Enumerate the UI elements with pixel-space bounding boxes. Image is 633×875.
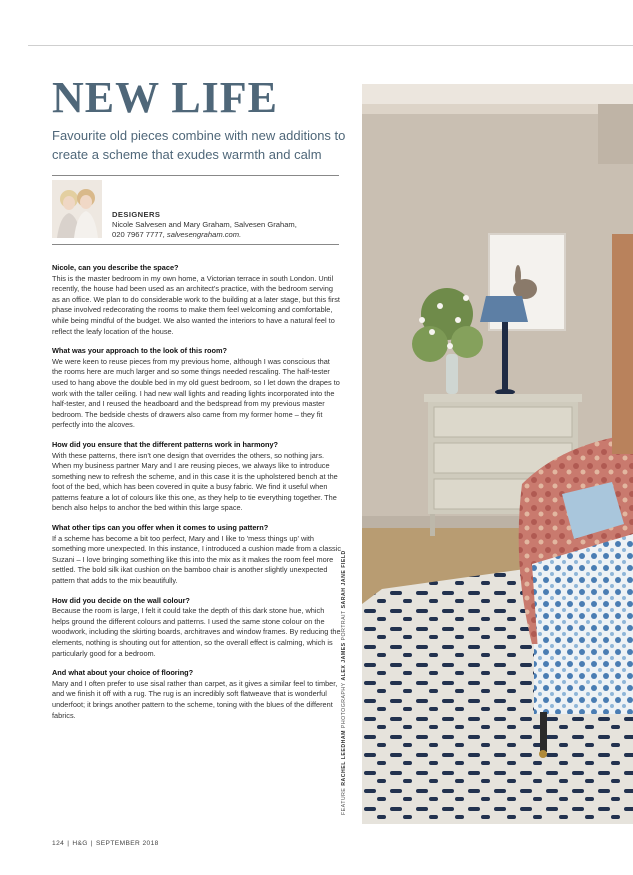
answer: If a scheme has become a bit too perfect, Mary and I like to 'mess things up' with something more unexpected. In this instance, I introduced a cushion made from a classic Suzani – I love bringing something like this into the mix as it makes the room feel more settled. The bold silk ikat cushion on the bamboo chair is another slightly unexpected pattern that adds to the mix beautifully. [52,533,342,586]
article-subtitle: Favourite old pieces combine with new additions to create a scheme that exudes warmth and calm [52,128,346,162]
answer: Because the room is large, I felt it could take the depth of this dark stone hue, which helps ground the different colours and patterns. I used the same stone colour on the woodwork, including the skirting boards, architraves and window frames. By reducing the elements, nothing is shouting out for attention, so the overall effect is calming, which is particularly good for a bedroom. [52,606,341,658]
credit-photo-label: PHOTOGRAPHY [341,682,347,729]
photo-credits [340,550,348,815]
article-title: NEW LIFE [52,73,279,122]
credit-photo-name: ALEX JAMES [341,642,347,681]
designers-names: Nicole Salvesen and Mary Graham, Salvesen Graham, [112,220,297,229]
question: What was your approach to the look of this room? [52,346,228,356]
page-footer: 124 | H&G | SEPTEMBER 2018 [52,840,159,847]
designers-bottom-rule [52,244,339,245]
answer: We were keen to reuse pieces from my previous home, although I was conscious that the rooms here are much larger and so some things needed rescaling. The half-tester used to hang above the double bed in my old guest bedroom, so I let down the drapes to work with the taller ceiling. I had new wall lights and reading lights incorporated into the half-tester, and I reused the headboard and the bedspread from my previous master bedroom. The bedside chests of drawers also came from my former home – they fit perfectly into the alcoves. [52,356,340,430]
answer: Mary and I often prefer to use sisal rather than carpet, as it gives a similar feel to timber, and we finish it off with a rug. The rug is an incredibly soft flatweave that is wonderful underfoot; it brings another pattern to the scheme, toning with the blues of the different fabrics. [52,678,338,720]
magazine-name: H&G [72,840,88,847]
credit-portrait-label: PORTRAIT [341,610,347,641]
credit-features-name: RACHEL LEEDHAM [341,730,347,786]
issue-date: SEPTEMBER 2018 [95,840,159,847]
answer: This is the master bedroom in my own home, a Victorian terrace in south London. Until recently, the house had been used as an architect's practice, with the bedroom serving as an office. We plan to do considerable work to the building at a later stage, but this first phase involved redecorating the rooms to make them feel welcoming and comfortable, while being mindful of the budget. We also wanted the interiors to have a natural feel to reflect the leafy location of the house. [52,273,340,336]
designers-phone: 020 7967 7777, [112,230,165,239]
question: How did you decide on the wall colour? [52,595,190,605]
designers-label: DESIGNERS [112,210,161,219]
question: And what about your choice of flooring? [52,668,194,678]
designers-top-rule [52,175,339,176]
designers-portrait [52,180,102,238]
answer: With these patterns, there isn't one design that overrides the others, so nothing jars. When my business partner Mary and I are reusing pieces, we always like to introduce something new to refresh the scheme, and in this case it is the upholstered bench at the foot of the bed, which has been covered in quite a busy fabric. We find it useful when patterns feature a lot of colours like this one, as they help to tie everything together. The bench also helps to anchor the bed within this large space. [52,450,338,513]
credit-portrait-name: SARAH JANE FIELD [341,550,347,609]
bedroom-photo [362,84,633,824]
top-rule [28,45,633,46]
question: How did you ensure that the different patterns work in harmony? [52,439,279,449]
page-number: 124 [52,840,65,847]
designers-website: salvesengraham.com. [166,230,242,239]
credit-features-label: FEATURE [341,787,347,815]
designers-block [112,210,342,240]
question: Nicole, can you describe the space? [52,263,179,272]
question: What other tips can you offer when it comes to using pattern? [52,523,269,533]
designers-contact [112,230,342,240]
article-body [52,263,342,730]
